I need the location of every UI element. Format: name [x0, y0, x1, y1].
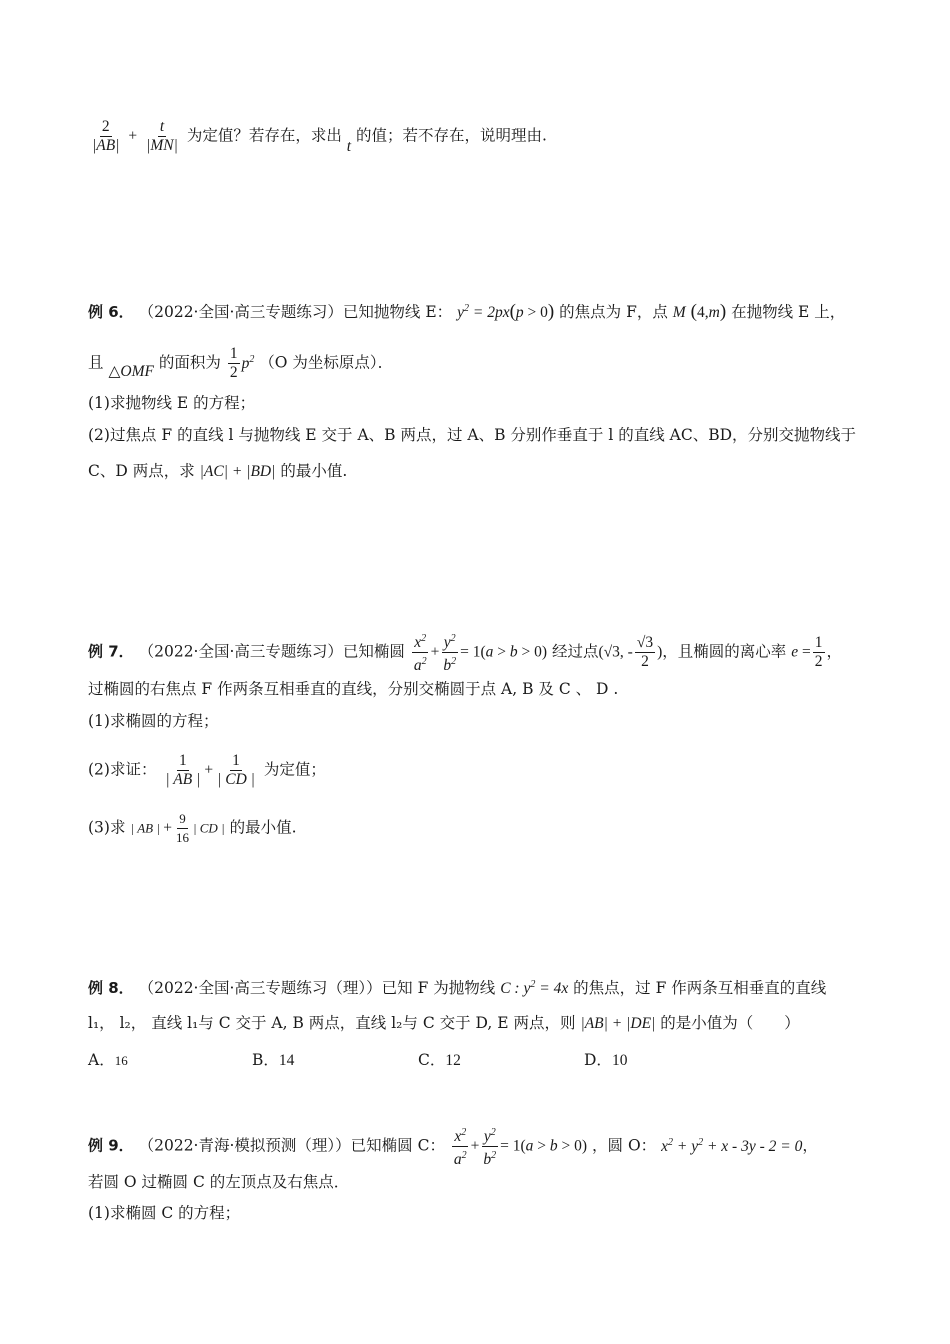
ex8-option-a[interactable]: A．16: [88, 1051, 128, 1069]
ex6-label: 例 6．: [88, 303, 134, 322]
ex6-line2-mid: 的面积为: [158, 353, 221, 372]
ex7-label: 例 7．: [88, 642, 134, 661]
ex8-label: 例 8．: [88, 979, 134, 998]
ex7-q2-post: 为定值；: [263, 760, 326, 779]
ex8-after-eq: 的焦点，过 F 作两条互相垂直的直线: [573, 979, 827, 998]
ex7-line2: 过椭圆的右焦点 F 作两条互相垂直的直线，分别交椭圆于点 A, B 及 C 、 D .: [88, 680, 619, 698]
ex8-line2: l₁， l₂， 直线 l₁与 C 交于 A, B 两点，直线 l₂与 C 交于 D, E 两点，则 |AB| + |DE| 的是小值为（ ）: [88, 1014, 800, 1032]
ex7-source: （2022·全国·高三专题练习）已知椭圆: [138, 642, 405, 661]
ex8-option-b[interactable]: B．14: [252, 1051, 295, 1069]
ex9-line2: 若圆 O 过椭圆 C 的左顶点及右焦点．: [88, 1173, 350, 1191]
ex9-source: （2022·青海·模拟预测（理））已知椭圆 C：: [138, 1136, 445, 1155]
q5-fragment: $\frac{2}{|AB|}$ + $\frac{t}{|MN|}$ 为定值？若存在，求出 t 的值；若不存在，说明理由.: [92, 118, 547, 155]
ex6-q2-line2-post: 的最小值.: [280, 462, 348, 480]
ex6-after-m: 在抛物线 E 上，: [731, 303, 846, 322]
ex7-ecc-text: ，且椭圆的离心率: [662, 642, 787, 661]
q5-fixed-value-text: 为定值？若存在，求出: [186, 126, 342, 145]
ex6-line1: 例 6． （2022·全国·高三专题练习）已知抛物线 E： $y^2 = 2px(p > 0)$ 的焦点为 F，点 M (4,m) 在抛物线 E 上，: [88, 301, 846, 323]
ex8-line2-pre: l₁， l₂， 直线 l₁与 C 交于 A, B 两点，直线 l₂与 C 交于 D, E 两点，则: [88, 1014, 576, 1032]
ex6-q2-line1: (2)过焦点 F 的直线 l 与抛物线 E 交于 A、B 两点，过 A、B 分别作垂直于 l 的直线 AC、BD，分别交抛物线于: [88, 426, 857, 444]
ex8-line1: 例 8． （2022·全国·高三专题练习（理））已知 F 为抛物线 C : $y^2 = 4x$ 的焦点，过 F 作两条互相垂直的直线: [88, 979, 827, 998]
ex9-label: 例 9．: [88, 1136, 134, 1155]
ex6-source: （2022·全国·高三专题练习）已知抛物线 E：: [138, 303, 453, 322]
ex8-option-d[interactable]: D．10: [584, 1051, 628, 1069]
ex7-q2: (2)求证： $\frac{1}{| AB |}$ + $\frac{1}{| CD |}$ 为定值；: [88, 752, 326, 788]
ex8-option-c[interactable]: C．12: [418, 1051, 461, 1069]
ex6-line2-pre: 且: [88, 353, 104, 372]
ex7-q1: (1)求椭圆的方程；: [88, 712, 219, 730]
ex7-line1: 例 7． （2022·全国·高三专题练习）已知椭圆 $\frac{x^2}{a^2}$ + $\frac{y^2}{b^2}$ = 1(a > b > 0) 经过点(√3, - $\frac{√3}{2}$ )，且椭圆的离心率 e = $\frac{1}{2}$ ，: [88, 630, 842, 675]
ex8-source: （2022·全国·高三专题练习（理））已知 F 为抛物线: [138, 979, 496, 998]
ex9-q1: (1)求椭圆 C 的方程；: [88, 1204, 241, 1222]
ex7-q3-pre: (3)求: [88, 818, 126, 837]
ex9-circle: ，圆 O：: [592, 1136, 657, 1155]
ex6-after-eq: 的焦点为 F，点: [559, 303, 668, 322]
ex7-passes: 经过点: [551, 642, 599, 661]
fraction-t-over-mn: $\frac{t}{|MN|}$: [146, 118, 178, 154]
fraction-2-over-ab: $\frac{2}{|AB|}$: [92, 118, 120, 154]
ex6-q2-line2-pre: C、D 两点，求: [88, 462, 195, 480]
ex8-line2-post: 的是小值为（ ）: [660, 1014, 800, 1032]
ex6-q1: (1)求抛物线 E 的方程；: [88, 394, 256, 412]
q5-t-value-text: 的值；若不存在，说明理由.: [356, 126, 547, 145]
fraction-half: $\frac{1}{2}$: [229, 345, 238, 381]
ex7-q2-pre: (2)求证：: [88, 760, 157, 779]
ex6-q2-line2: C、D 两点，求 |AC| + |BD| 的最小值.: [88, 462, 348, 480]
ex6-line2-post: （O 为坐标原点）．: [259, 353, 394, 372]
ex7-q3: (3)求 | AB | + $\frac{9}{16}$ | CD | 的最小值.: [88, 811, 297, 845]
ex9-line1: 例 9． （2022·青海·模拟预测（理））已知椭圆 C： $\frac{x^2}{a^2}$ + $\frac{y^2}{b^2}$ = 1(a > b > 0) ，圆 O： $x^2 + y^2 + x - 3y - 2 = 0$，: [88, 1124, 818, 1169]
ex6-line2: 且 △OMF 的面积为 $\frac{1}{2}$ $p^2$ （O 为坐标原点）．: [88, 345, 394, 381]
ex7-q3-post: 的最小值.: [229, 818, 297, 837]
